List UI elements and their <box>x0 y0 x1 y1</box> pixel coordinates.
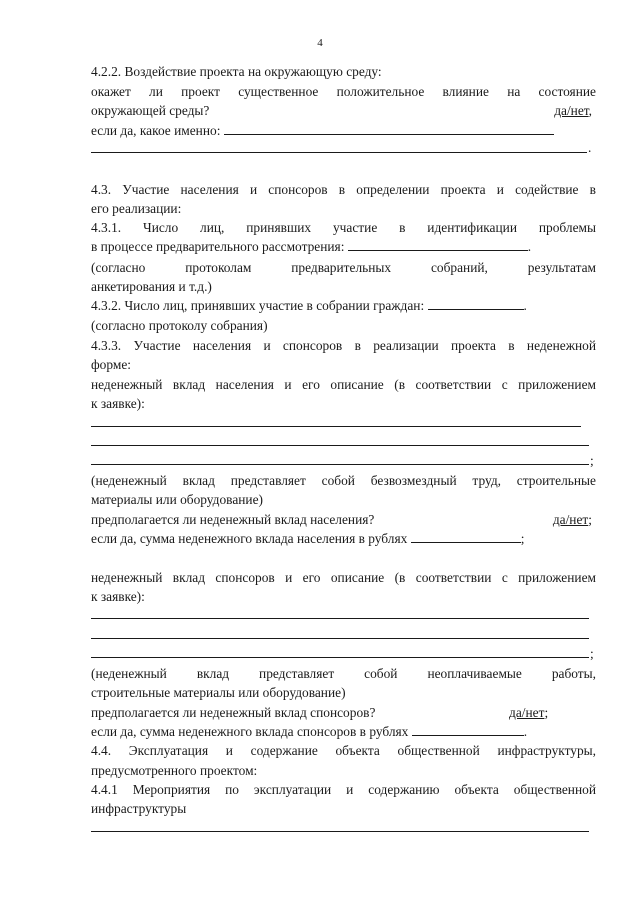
environment-question-line2 <box>91 101 596 120</box>
dot-mark: . <box>523 298 527 313</box>
semicolon-mark: ; <box>588 512 592 527</box>
assembly-participants-label: 4.3.2. Число лиц, принявших участие в собрании граждан: <box>91 298 425 313</box>
section-4-3-3-line1: 4.3.3. Участие населения и спонсоров в реализации проекта в неденежной <box>91 338 596 353</box>
page-number: 4 <box>317 37 323 49</box>
sponsor-question-line <box>91 703 596 722</box>
section-4-3-2-line <box>91 296 596 315</box>
sponsor-contribution-desc-line2: к заявке): <box>91 589 145 604</box>
comma-mark: , <box>588 103 592 118</box>
section-4-4-line1: 4.4. Эксплуатация и содержание объекта общественной инфраструктуры, <box>91 743 596 758</box>
section-4-3-3-line2: форме: <box>91 357 132 372</box>
yes-no-text[interactable]: да/нет <box>552 512 589 527</box>
population-question-line <box>91 510 596 529</box>
semicolon-mark: ; <box>590 453 594 468</box>
section-4-2-2-heading: 4.2.2. Воздействие проекта на окружающую среду: <box>91 64 382 79</box>
semicolon-mark: ; <box>520 531 525 546</box>
environment-effect-field[interactable] <box>224 121 554 135</box>
section-4-4-line2: предусмотренного проектом: <box>91 763 258 778</box>
sponsor-question-text: предполагается ли неденежный вклад спонсоров? <box>91 705 376 720</box>
population-contribution-desc-line2: к заявке): <box>91 396 145 411</box>
yes-no-text[interactable]: да/нет <box>509 705 545 720</box>
environment-question-line1: окажет ли проект существенное положительное влияние на состояние <box>91 84 596 99</box>
environment-yes-no-choice[interactable] <box>554 101 592 120</box>
protocol-note-line2: анкетирования и т.д.) <box>91 279 212 294</box>
dot-mark: . <box>527 239 532 254</box>
section-4-3-line1: 4.3. Участие населения и спонсоров в определении проекта и содействие в <box>91 182 596 197</box>
sponsor-contribution-desc-line1: неденежный вклад спонсоров и его описание (в соответствии с приложением <box>91 570 596 585</box>
environment-question-text: окружающей среды? <box>91 103 210 118</box>
sponsor-note-line2: строительные материалы или оборудование) <box>91 685 346 700</box>
preliminary-participants-field[interactable] <box>348 237 528 251</box>
sponsor-yes-no-choice[interactable] <box>509 703 548 722</box>
semicolon-mark: ; <box>590 646 594 661</box>
sponsor-sum-field[interactable] <box>412 722 524 736</box>
population-contribution-field-line3[interactable] <box>91 464 589 465</box>
population-sum-label: если да, сумма неденежного вклада населения в рублях <box>91 531 408 546</box>
population-contribution-field-line1[interactable] <box>91 426 581 427</box>
section-4-3-1-line2 <box>91 237 596 256</box>
sponsor-contribution-field-line2[interactable] <box>91 638 589 639</box>
environment-if-yes-line <box>91 121 596 140</box>
population-sum-field[interactable] <box>411 529 521 543</box>
sponsor-sum-line <box>91 722 596 741</box>
sponsor-note-line1: (неденежный вклад представляет собой неоплачиваемые работы, <box>91 666 596 681</box>
population-note-line1: (неденежный вклад представляет собой безвозмездный труд, строительные <box>91 473 596 488</box>
preliminary-review-label: в процессе предварительного рассмотрения: <box>91 239 345 254</box>
population-note-line2: материалы или оборудование) <box>91 492 263 507</box>
section-4-4-1-line2: инфраструктуры <box>91 801 187 816</box>
if-yes-label: если да, какое именно: <box>91 123 221 138</box>
assembly-participants-field[interactable] <box>428 296 524 310</box>
environment-effect-field-line2[interactable] <box>91 152 587 153</box>
section-4-3-line2: его реализации: <box>91 201 182 216</box>
maintenance-measures-field[interactable] <box>91 831 589 832</box>
sponsor-contribution-field-line3[interactable] <box>91 657 589 658</box>
population-contribution-field-line2[interactable] <box>91 445 589 446</box>
population-yes-no-choice[interactable] <box>553 510 592 529</box>
section-4-3-1-line1: 4.3.1. Число лиц, принявших участие в идентификации проблемы <box>91 220 596 235</box>
population-sum-line <box>91 529 596 548</box>
protocol-note-line1: (согласно протоколам предварительных собраний, результатам <box>91 260 596 275</box>
sponsor-contribution-field-line1[interactable] <box>91 618 589 619</box>
dot-mark: . <box>523 724 528 739</box>
yes-no-text[interactable]: да/нет <box>554 103 589 118</box>
population-question-text: предполагается ли неденежный вклад населения? <box>91 512 375 527</box>
sponsor-sum-label: если да, сумма неденежного вклада спонсоров в рублях <box>91 724 409 739</box>
semicolon-mark: ; <box>544 705 549 720</box>
end-dot: . <box>588 140 592 155</box>
population-contribution-desc-line1: неденежный вклад населения и его описание (в соответствии с приложением <box>91 377 596 392</box>
section-4-4-1-line1: 4.4.1 Мероприятия по эксплуатации и содержанию объекта общественной <box>91 782 596 797</box>
assembly-protocol-note: (согласно протоколу собрания) <box>91 318 268 333</box>
